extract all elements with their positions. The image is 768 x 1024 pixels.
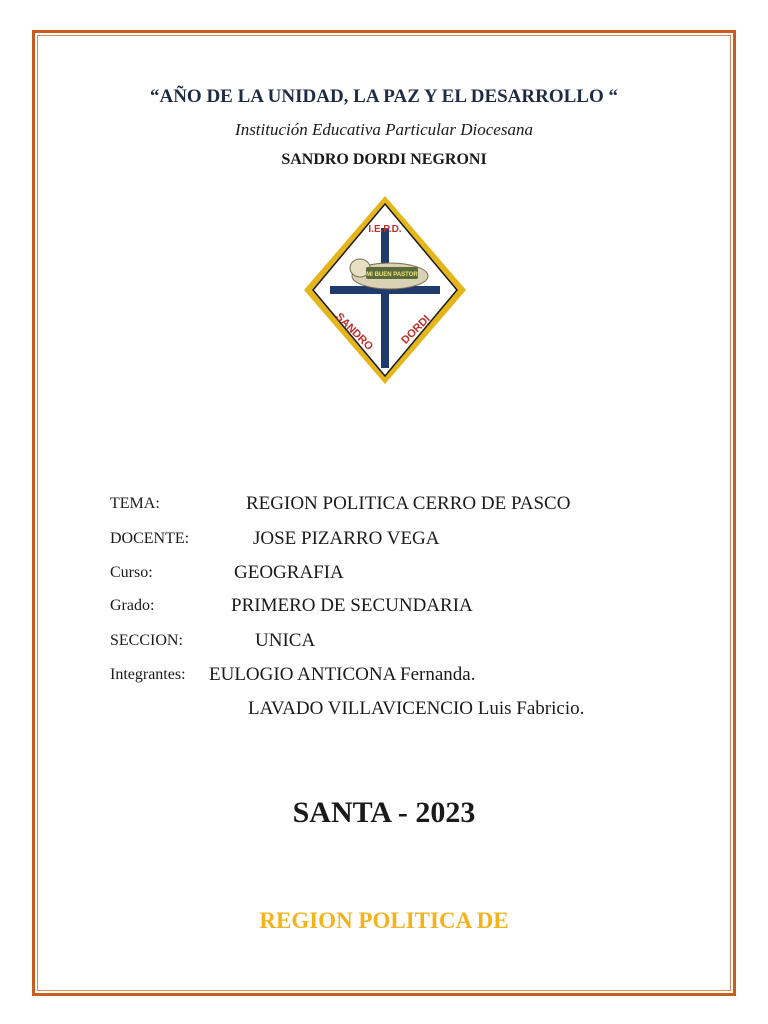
grado-label: Grado: [110, 597, 155, 614]
integrante-2: LAVADO VILLAVICENCIO Luis Fabricio. [248, 698, 585, 719]
grado-value: PRIMERO DE SECUNDARIA [231, 595, 473, 616]
tema-value: REGION POLITICA CERRO DE PASCO [246, 493, 571, 514]
tema-label: TEMA: [110, 495, 160, 512]
integrante-1: EULOGIO ANTICONA Fernanda. [209, 664, 476, 685]
crest-right-text: DORDI [399, 313, 433, 347]
integrantes-label: Integrantes: [110, 666, 186, 683]
crest-banner-text: MI BUEN PASTOR [366, 272, 418, 278]
curso-label: Curso: [110, 564, 153, 581]
docente-value: JOSE PIZARRO VEGA [253, 528, 440, 549]
school-crest-icon [300, 192, 470, 388]
crest-top-text: I.E.P.D. [368, 224, 402, 235]
footer-title: REGION POLITICA DE [259, 908, 509, 933]
docente-label: DOCENTE: [110, 530, 190, 547]
curso-value: GEOGRAFIA [234, 562, 344, 583]
crest-left-text: SANDRO [333, 310, 376, 353]
city-year: SANTA - 2023 [292, 796, 476, 829]
seccion-label: SECCION: [110, 632, 183, 649]
seccion-value: UNICA [255, 630, 316, 651]
motto: “AÑO DE LA UNIDAD, LA PAZ Y EL DESARROLLO “ [149, 86, 619, 107]
institution-name: Institución Educativa Particular Diocesana [235, 120, 533, 139]
school-name: SANDRO DORDI NEGRONI [281, 151, 487, 168]
